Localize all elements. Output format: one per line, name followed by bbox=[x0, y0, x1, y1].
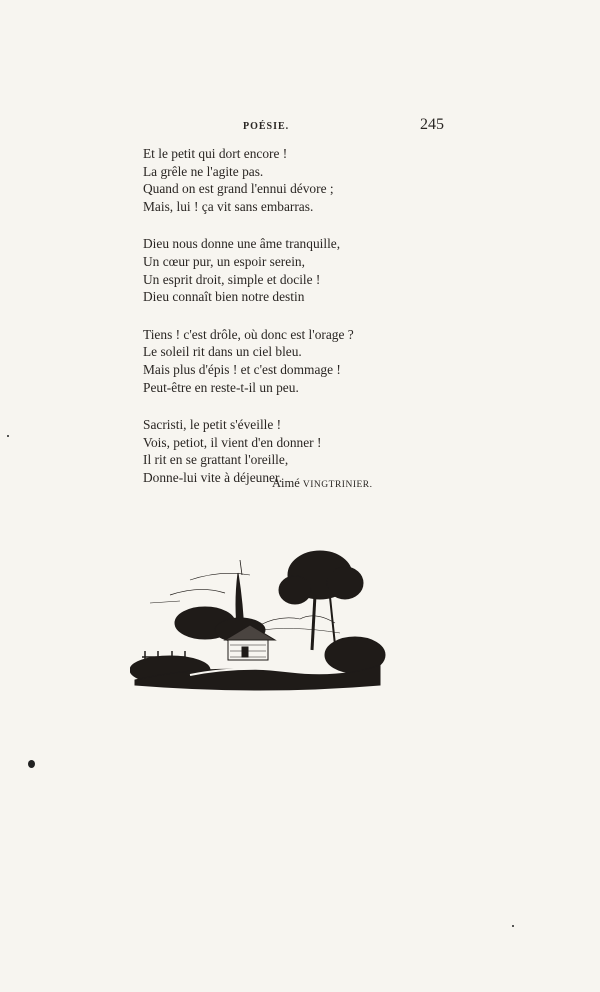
poem-line: Un esprit droit, simple et docile ! bbox=[143, 271, 321, 287]
landscape-engraving-icon bbox=[130, 545, 390, 695]
author-first-name: Aimé bbox=[272, 476, 300, 490]
poem-line: La grêle ne l'agite pas. bbox=[143, 163, 264, 179]
stanza bbox=[143, 145, 473, 215]
poem-line: Et le petit qui dort encore ! bbox=[143, 146, 288, 161]
poem-line: Mais, lui ! ça vit sans embarras. bbox=[143, 198, 314, 214]
poem-line: Dieu nous donne une âme tranquille, bbox=[143, 236, 341, 252]
poem-line: Donne-lui vite à déjeuner. bbox=[143, 469, 283, 485]
author-last-name: VINGTRINIER. bbox=[302, 480, 373, 490]
poem-line: Le soleil rit dans un ciel bleu. bbox=[143, 344, 302, 360]
stanza bbox=[143, 235, 473, 305]
page-number: 245 bbox=[420, 116, 444, 133]
ink-speck bbox=[512, 925, 514, 927]
poem-line: Vois, petiot, il vient d'en donner ! bbox=[143, 434, 322, 450]
poem-line: Quand on est grand l'ennui dévore ; bbox=[143, 181, 334, 197]
poem-line: Mais plus d'épis ! et c'est dommage ! bbox=[143, 361, 341, 377]
poem-line: Sacristi, le petit s'éveille ! bbox=[143, 417, 282, 433]
running-head: POÉSIE. bbox=[243, 121, 290, 132]
poem-line: Il rit en se grattant l'oreille, bbox=[143, 452, 289, 468]
poem-line: Tiens ! c'est drôle, où donc est l'orage ? bbox=[143, 326, 354, 342]
poem-line: Dieu connaît bien notre destin bbox=[143, 289, 305, 305]
poem-line: Un cœur pur, un espoir serein, bbox=[143, 253, 305, 269]
stanza bbox=[143, 326, 473, 396]
ink-speck bbox=[28, 760, 35, 768]
poem-line: Peut-être en reste-t-il un peu. bbox=[143, 379, 299, 395]
poem bbox=[143, 145, 473, 507]
ink-speck bbox=[7, 435, 9, 437]
author-signature bbox=[272, 476, 373, 491]
